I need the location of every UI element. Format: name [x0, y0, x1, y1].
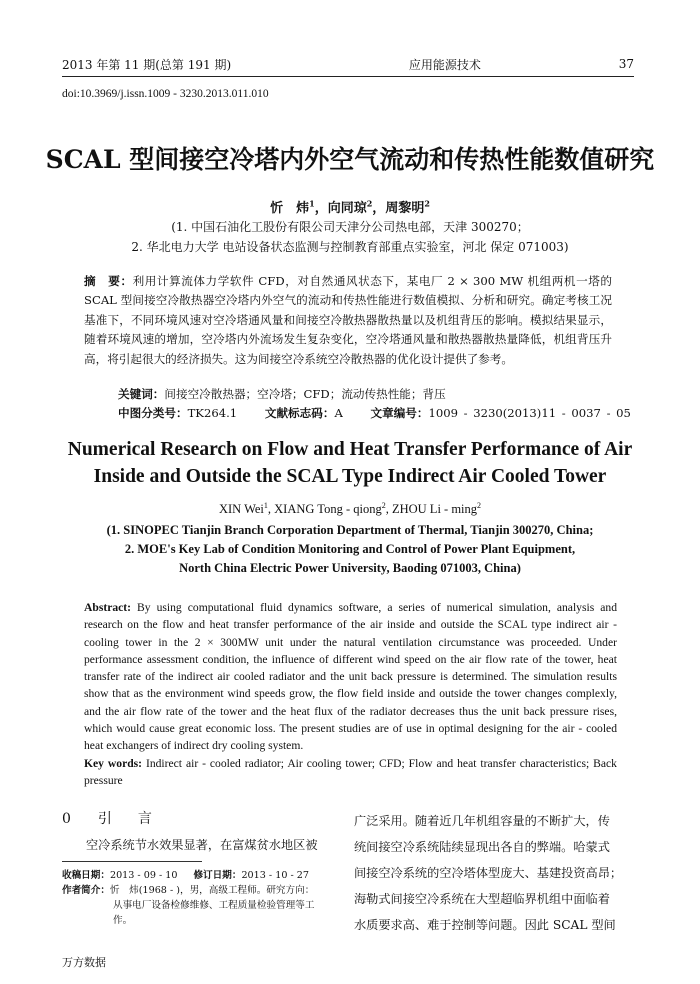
- wanfang-logo-text: 万方数据: [62, 956, 106, 969]
- clc-label: 中图分类号：: [118, 406, 188, 420]
- received-date: 2013 - 09 - 10: [109, 870, 178, 881]
- intro-right-column: [354, 808, 638, 938]
- author-2: 向同琼: [327, 201, 367, 216]
- author-1: 忻 炜: [270, 201, 310, 216]
- author-2-sup: 2: [366, 198, 373, 209]
- journal-name: 应用能源技术: [408, 57, 481, 72]
- article-no-value: 1009 - 3230(2013)11 - 0037 - 05: [428, 406, 631, 420]
- received-label: 收稿日期：: [62, 870, 110, 881]
- abstract-en-label: Abstract:: [84, 601, 132, 614]
- revised-date: 2013 - 10 - 27: [241, 870, 309, 881]
- author-3: 周黎明: [385, 201, 425, 216]
- author-en-1: XIN Wei: [218, 502, 264, 516]
- author-bio-line-1: 忻 炜(1968 - )，男，高级工程师。研究方向：: [109, 885, 315, 896]
- abstract-cn-text: 利用计算流体力学软件 CFD，对自然通风状态下，某电厂 2 × 300 MW 机组两机一塔的 SCAL 型间接空冷散热器空冷塔内外空气的流动和传热性能进行数值模拟、分析和研究。确定考核工况基准下，不同环境风速对空冷塔通风量和间接空冷散热器散热量以及机组背压的影响。模拟结果显示，随着环境风速的增加，空冷塔内外流场发生复杂变化，空冷塔通风量和散热器散热量降低，机组背压升高，将引起很大的经济损失。这为间接空冷系统空冷散热器的优化设计提供了参考。: [84, 274, 612, 366]
- keywords-cn: [118, 386, 446, 402]
- classification-cn: [118, 405, 653, 421]
- intro-right-line-2: 统间接空冷系统陆续显现出各自的弊端。哈蒙式: [354, 840, 610, 854]
- author-en-3-sup: 2: [477, 500, 482, 510]
- author-bio-line-2: 从事电厂设备检修维修、工程质量检验管理等工: [113, 900, 315, 911]
- intro-right-line-5: 水质要求高、难于控制等问题。因此 SCAL 型间: [354, 918, 616, 932]
- issue-info: 2013 年第 11 期(总第 191 期): [62, 57, 232, 72]
- footnote: [62, 868, 338, 928]
- author-en-1-sup: 1: [263, 500, 268, 510]
- intro-left-paragraph: 空冷系统节水效果显著，在富煤贫水地区被: [86, 838, 318, 852]
- section-title: 引 言: [97, 811, 158, 827]
- affiliation-en-3: North China Electric Power University, Baoding 071003, China): [179, 561, 521, 575]
- doc-code-label: 文献标志码：: [264, 406, 335, 420]
- header-rule: [62, 76, 634, 77]
- intro-right-line-3: 间接空冷系统的空冷塔体型庞大、基建投资高昂；: [354, 866, 623, 880]
- keywords-en-text: Indirect air - cooled radiator; Air cooling tower; CFD; Flow and heat transfer characteristics; Back pressure: [84, 756, 617, 787]
- author-sep: ，: [372, 201, 386, 216]
- authors-cn: [0, 197, 700, 216]
- clc-value: TK264.1: [187, 406, 238, 420]
- article-no-label: 文章编号：: [370, 406, 429, 420]
- author-sep: ，: [314, 201, 328, 216]
- revised-label: 修订日期：: [193, 870, 242, 881]
- title-en-line-2: Inside and Outside the SCAL Type Indirect Air Cooled Tower: [93, 466, 607, 487]
- title-cn: SCAL 型间接空冷塔内外空气流动和传热性能数值研究: [45, 145, 655, 174]
- author-en-2-sup: 2: [381, 500, 386, 510]
- abstract-en-text: By using computational fluid dynamics software, a series of numerical simulation, analysis and research on the flow and heat transfer performance of the air inside and outside the SCAL type indirect air - cooling tower in the 2 × 300MW unit under the natural ventilation circumstance was proceeded. Under performance assessment condition, the influence of different wind speed on the air flow rate of the tower, heat transfer rate of the indirect air cooled radiator and the unit back pressure is determined. The simulation results show that as the environment wind speeds grow, the flow field inside and outside the tower changes complexly, and the air flow rate of the tower and the heat flux of the radiator decreases thus the unit back pressure rises, which would cause great economic loss. The present studies are of use in optimal designing for the air - cooled heat exchangers of indirect dry cooling system.: [84, 601, 617, 753]
- page-number: 37: [618, 57, 634, 71]
- author-en-3: ZHOU Li - ming: [391, 502, 478, 516]
- abstract-cn-label: 摘 要：: [84, 274, 133, 288]
- intro-right-line-1: 广泛采用。随着近几年机组容量的不断扩大，传: [354, 814, 610, 828]
- keywords-cn-text: 间接空冷散热器；空冷塔；CFD；流动传热性能；背压: [164, 387, 446, 401]
- author-bio-label: 作者简介：: [62, 885, 110, 896]
- title-en-line-1: Numerical Research on Flow and Heat Transfer Performance of Air: [67, 439, 633, 460]
- running-header: [62, 56, 634, 72]
- affiliation-en-2: 2. MOE's Key Lab of Condition Monitoring and Control of Power Plant Equipment,: [124, 542, 576, 556]
- keywords-en-label: Key words:: [84, 756, 143, 770]
- section-heading: [62, 808, 158, 828]
- title-en: [40, 436, 660, 490]
- affiliation-en: [40, 521, 660, 578]
- doi: doi:10.3969/j.issn.1009 - 3230.2013.011.010: [62, 88, 269, 100]
- affiliation-cn-2: 2. 华北电力大学 电站设备状态监测与控制教育部重点实验室，河北 保定 071003): [131, 240, 569, 254]
- abstract-en: [84, 599, 617, 789]
- author-bio-line-3: 作。: [113, 915, 133, 926]
- keywords-cn-label: 关键词：: [118, 387, 165, 401]
- affiliation-en-1: (1. SINOPEC Tianjin Branch Corporation Department of Thermal, Tianjin 300270, China;: [106, 523, 594, 537]
- intro-right-line-4: 海勒式间接空冷系统在大型超临界机组中面临着: [354, 892, 610, 906]
- doc-code-value: A: [334, 406, 343, 420]
- author-en-2: XIANG Tong - qiong: [274, 502, 382, 516]
- section-number: 0: [62, 811, 77, 827]
- footnote-rule: [62, 861, 202, 862]
- author-3-sup: 2: [424, 198, 430, 209]
- authors-en: XIN Wei$^1$, XIANG Tong - qiong$^2$, ZHOU Li - ming$^2$: [218, 500, 482, 516]
- author-1-sup: 1: [309, 198, 315, 209]
- affiliation-cn-1: (1. 中国石油化工股份有限公司天津分公司热电部，天津 300270；: [171, 220, 529, 234]
- abstract-cn: [84, 272, 612, 369]
